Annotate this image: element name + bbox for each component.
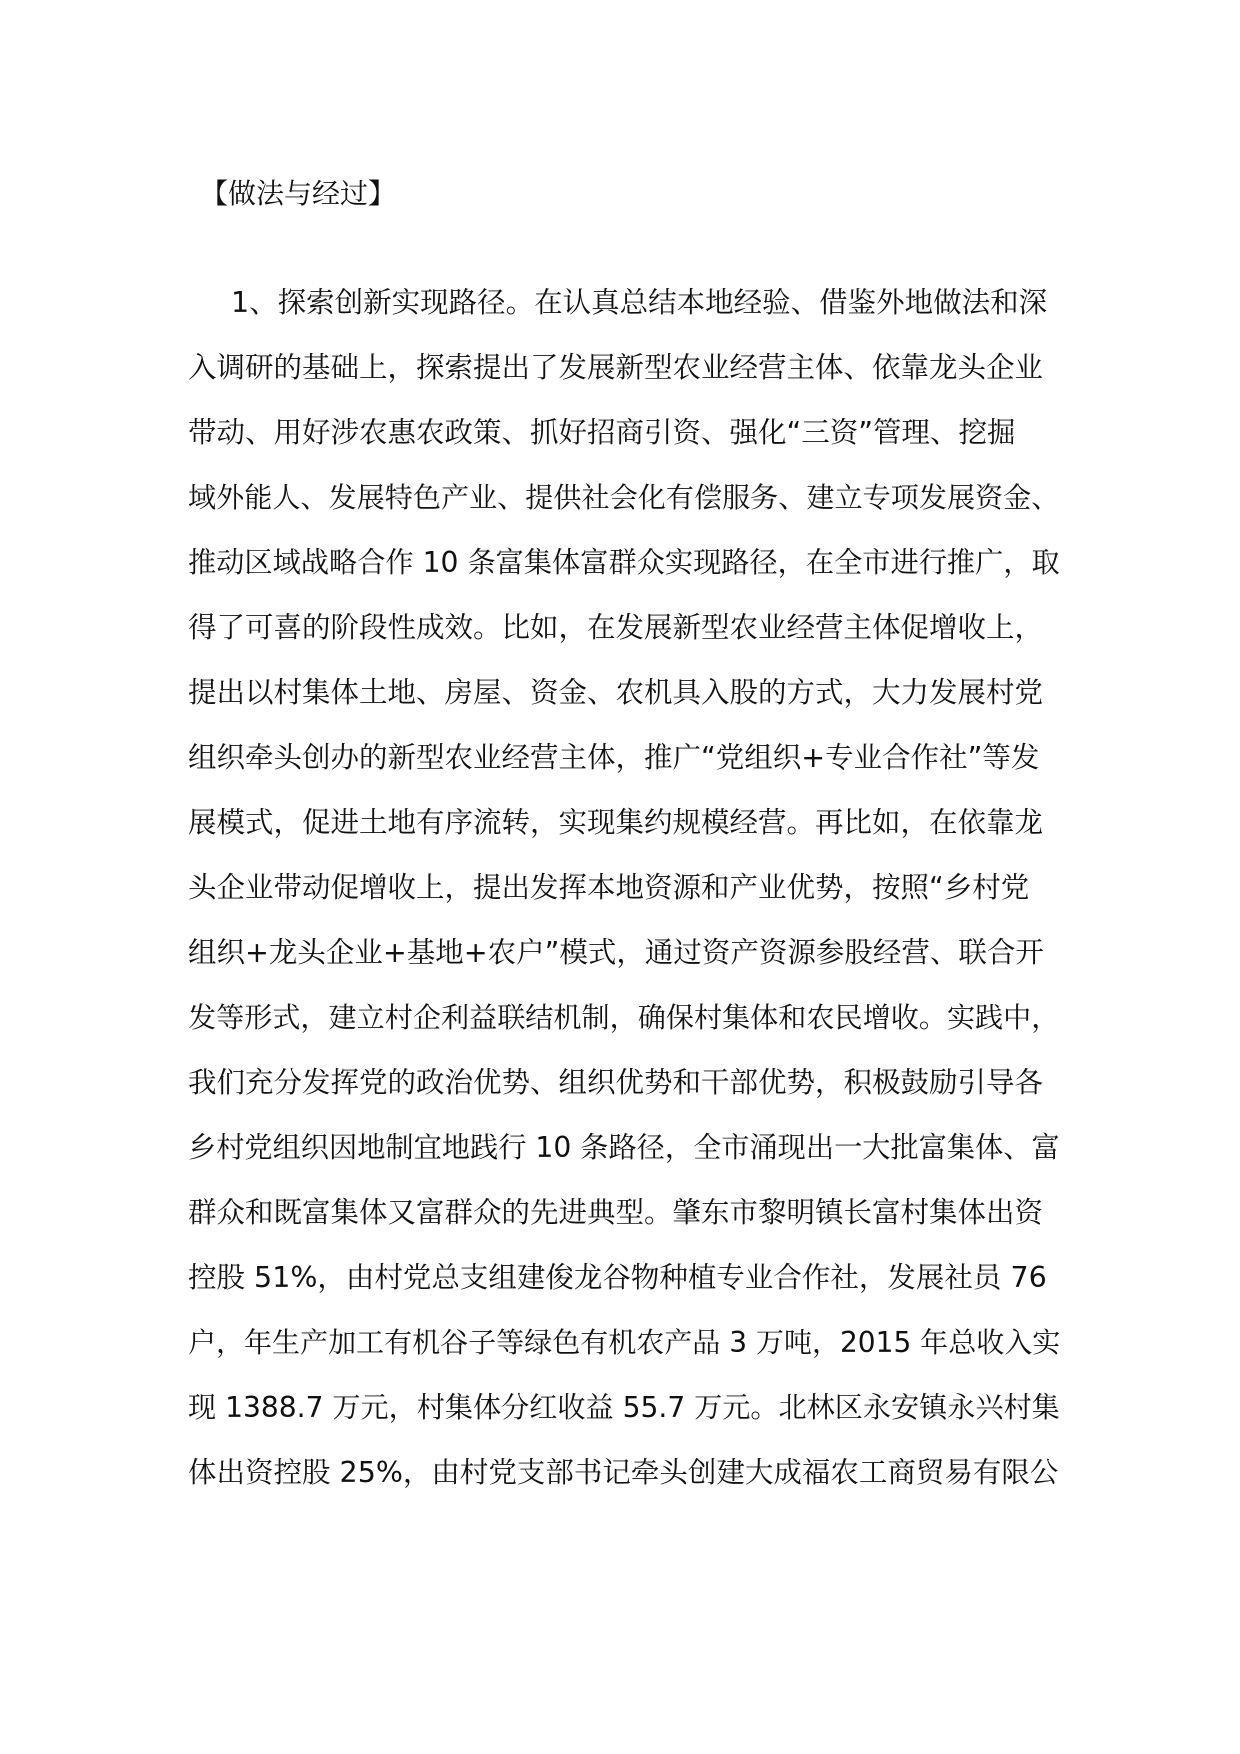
paragraph-line: 我们充分发挥党的政治优势、组织优势和干部优势，积极鼓励引导各 <box>188 1066 1044 1099</box>
paragraph-line: 发等形式，建立村企利益联结机制，确保村集体和农民增收。实践中， <box>188 1001 1060 1034</box>
paragraph-line: 户，年生产加工有机谷子等绿色有机农产品 3 万吨，2015 年总收入实 <box>188 1326 1061 1359</box>
paragraph-line: 群众和既富集体又富群众的先进典型。肇东市黎明镇长富村集体出资 <box>188 1196 1044 1229</box>
paragraph-line: 入调研的基础上，探索提出了发展新型农业经营主体、依靠龙头企业 <box>188 351 1044 384</box>
paragraph-line: 带动、用好涉农惠农政策、抓好招商引资、强化“三资”管理、挖掘 <box>188 416 1016 449</box>
paragraph-line: 头企业带动促增收上，提出发挥本地资源和产业优势，按照“乡村党 <box>188 871 1030 904</box>
paragraph-line: 组织牵头创办的新型农业经营主体，推广“党组织+专业合作社”等发 <box>188 741 1040 774</box>
paragraph-line: 推动区域战略合作 10 条富集体富群众实现路径，在全市进行推广，取 <box>188 546 1060 579</box>
paragraph-line: 控股 51%，由村党总支组建俊龙谷物种植专业合作社，发展社员 76 <box>188 1261 1047 1294</box>
paragraph-line: 乡村党组织因地制宜地践行 10 条路径，全市涌现出一大批富集体、富 <box>188 1131 1060 1164</box>
section-heading: 【做法与经过】 <box>200 177 397 210</box>
paragraph-line: 展模式，促进土地有序流转，实现集约规模经营。再比如，在依靠龙 <box>188 806 1044 839</box>
paragraph-line: 1、探索创新实现路径。在认真总结本地经验、借鉴外地做法和深 <box>231 286 1048 319</box>
paragraph-line: 提出以村集体土地、房屋、资金、农机具入股的方式，大力发展村党 <box>188 676 1044 709</box>
paragraph-line: 得了可喜的阶段性成效。比如，在发展新型农业经营主体促增收上， <box>188 611 1044 644</box>
paragraph-line: 现 1388.7 万元，村集体分红收益 55.7 万元。北林区永安镇永兴村集 <box>188 1391 1060 1424</box>
body-paragraph <box>188 270 1060 1505</box>
paragraph-line: 组织+龙头企业+基地+农户”模式，通过资产资源参股经营、联合开 <box>188 936 1044 969</box>
paragraph-line: 体出资控股 25%，由村党支部书记牵头创建大成福农工商贸易有限公 <box>188 1456 1059 1489</box>
paragraph-line: 域外能人、发展特色产业、提供社会化有偿服务、建立专项发展资金、 <box>188 481 1060 514</box>
